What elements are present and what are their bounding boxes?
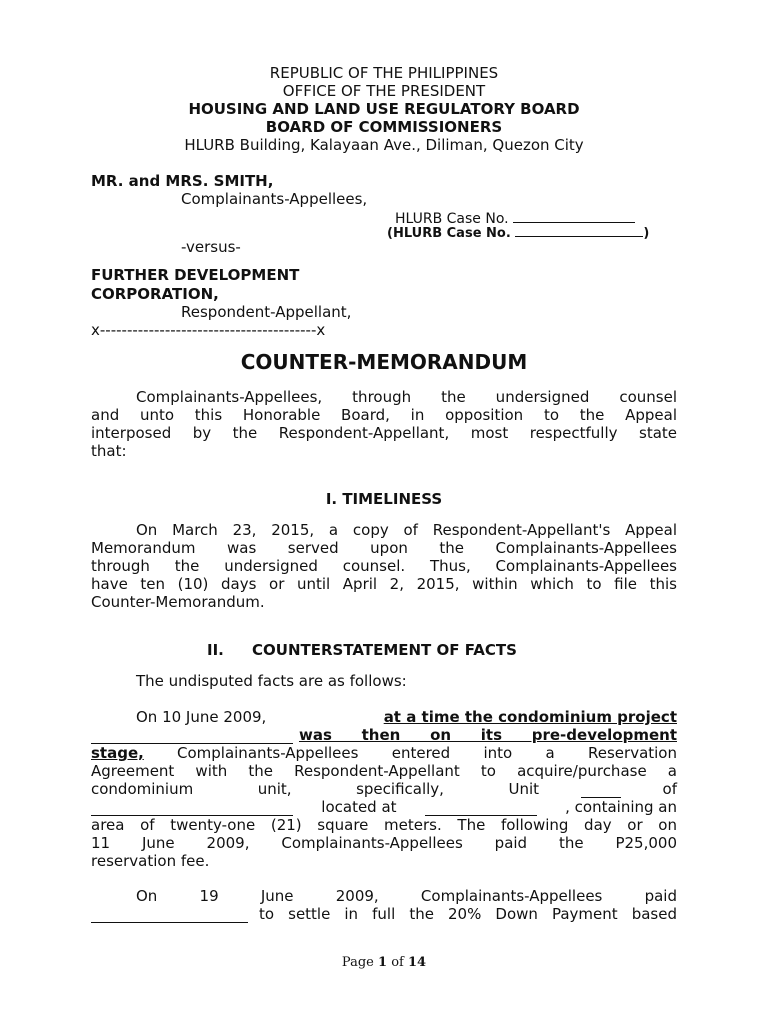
- header-address: HLURB Building, Kalayaan Ave., Diliman, Quezon City: [184, 136, 584, 154]
- page-footer: [0, 954, 768, 972]
- case-number-blank: [513, 208, 635, 223]
- complainants-role: Complainants-Appellees,: [181, 190, 368, 208]
- intro-line-2: and unto this Honorable Board, in opposition to the Appeal: [91, 406, 677, 424]
- facts-p2-blank-amount: [91, 908, 248, 923]
- section-facts-heading: COUNTERSTATEMENT OF FACTS: [252, 641, 517, 659]
- case-number-label: HLURB Case No.: [395, 211, 509, 227]
- facts-lead: The undisputed facts are as follows:: [136, 672, 407, 690]
- header-office: OFFICE OF THE PRESIDENT: [282, 82, 486, 100]
- facts-p1-unit-text: condominium unit, specifically, Unit: [91, 780, 539, 798]
- section-facts-number: II.: [207, 641, 224, 659]
- respondent-role: Respondent-Appellant,: [181, 303, 352, 321]
- facts-p1-line-7: area of twenty-one (21) square meters. The following day or on: [91, 816, 677, 834]
- case-number-paren: [387, 224, 649, 243]
- complainants-name: MR. and MRS. SMITH,: [91, 172, 274, 190]
- timeliness-line-2: Memorandum was served upon the Complainants-Appellees: [91, 539, 677, 557]
- footer-page-word: Page: [341, 955, 374, 970]
- facts-p1-line-6: [91, 798, 677, 816]
- facts-p1-blank-unit: [581, 783, 621, 798]
- facts-p1-blank-location: [425, 801, 537, 816]
- facts-p1-line-5: [91, 780, 677, 798]
- document-title: COUNTER-MEMORANDUM: [240, 350, 528, 374]
- timeliness-line-5: Counter-Memorandum.: [91, 593, 265, 611]
- facts-p1-blank-project: [91, 729, 293, 744]
- header-republic: REPUBLIC OF THE PHILIPPINES: [269, 64, 499, 82]
- facts-p2-line-1: On 19 June 2009, Complainants-Appellees paid: [136, 887, 677, 905]
- facts-p1-located-at: located at: [321, 798, 397, 816]
- case-number-paren-label: (HLURB Case No.: [387, 226, 511, 241]
- section-timeliness-heading: I. TIMELINESS: [325, 490, 443, 508]
- facts-p1-line-3-text: Complainants-Appellees entered into a Reservation: [177, 744, 677, 762]
- intro-line-1: Complainants-Appellees, through the undersigned counsel: [136, 388, 677, 406]
- facts-p1-line-2: [91, 726, 677, 744]
- facts-p2-line-2-text: to settle in full the 20% Down Payment based: [259, 905, 677, 923]
- header-commissioners: BOARD OF COMMISSIONERS: [265, 118, 503, 136]
- facts-p1-of: of: [662, 780, 677, 798]
- facts-p1-date: On 10 June 2009,: [136, 708, 267, 726]
- respondent-name-line2: CORPORATION,: [91, 285, 219, 303]
- timeliness-line-3: through the undersigned counsel. Thus, Complainants-Appellees: [91, 557, 677, 575]
- respondent-name-line1: FURTHER DEVELOPMENT: [91, 266, 300, 284]
- facts-p1-emphasis-a: at a time the condominium project: [383, 708, 677, 726]
- facts-p1-line-9: reservation fee.: [91, 852, 210, 870]
- intro-line-3: interposed by the Respondent-Appellant, most respectfully state: [91, 424, 677, 442]
- footer-page-number: 1: [378, 955, 388, 970]
- facts-p2-line-2: [91, 905, 677, 923]
- facts-p1-containing: , containing an: [565, 798, 677, 816]
- timeliness-line-4: have ten (10) days or until April 2, 2015, within which to file this: [91, 575, 677, 593]
- intro-line-4: that:: [91, 442, 127, 460]
- facts-p1-emphasis-b: was then on its pre-development: [299, 726, 677, 744]
- case-number-paren-blank: [515, 224, 643, 237]
- timeliness-line-1: On March 23, 2015, a copy of Respondent-Appellant's Appeal: [136, 521, 677, 539]
- case-number-paren-close: ): [643, 226, 650, 241]
- facts-p1-line-1: [136, 708, 677, 726]
- facts-p1-line-8: 11 June 2009, Complainants-Appellees paid the P25,000: [91, 834, 677, 852]
- header-board: HOUSING AND LAND USE REGULATORY BOARD: [188, 100, 580, 118]
- footer-page-total: 14: [407, 955, 427, 970]
- facts-p1-emphasis-c: stage,: [91, 744, 144, 762]
- facts-p1-line-3: [91, 744, 677, 762]
- caption-divider: x----------------------------------------x: [91, 321, 326, 339]
- facts-p1-line-4: Agreement with the Respondent-Appellant to acquire/purchase a: [91, 762, 677, 780]
- versus-label: -versus-: [181, 238, 241, 256]
- facts-p1-blank-building: [91, 801, 293, 816]
- footer-of-word: of: [391, 955, 404, 970]
